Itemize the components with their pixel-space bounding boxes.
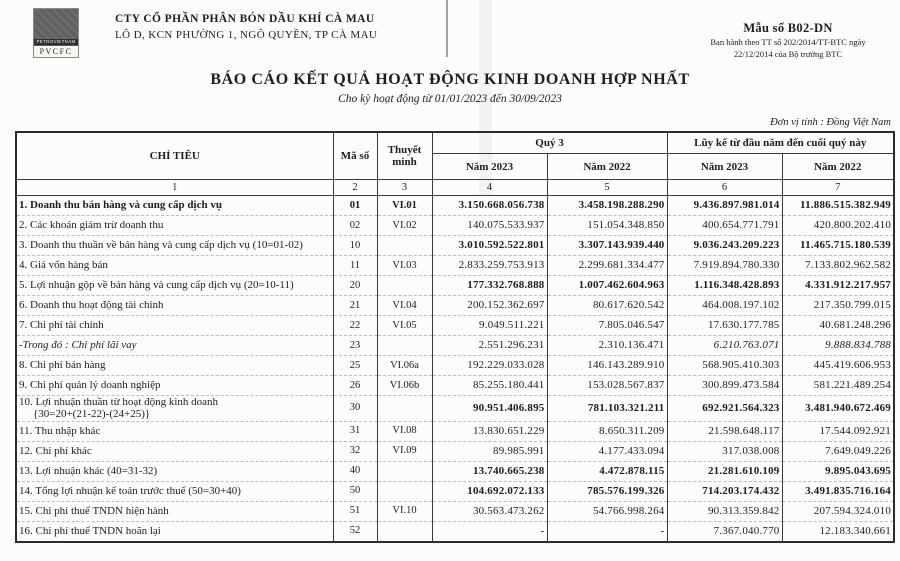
row-label: -Trong đó : Chi phí lãi vay	[16, 336, 333, 356]
row-note	[377, 276, 432, 296]
row-label: 8. Chi phí bán hàng	[16, 356, 333, 376]
report-table-body	[16, 196, 894, 542]
row-code: 50	[333, 481, 377, 501]
table-row	[16, 501, 894, 521]
row-code: 51	[333, 501, 377, 521]
row-label: 9. Chi phí quản lý doanh nghiệp	[16, 376, 333, 396]
value-ytd-2022: 11.886.515.382.949	[782, 196, 894, 216]
value-ytd-2023: 21.598.648.117	[667, 421, 782, 441]
row-label: 1. Doanh thu bán hàng và cung cấp dịch vụ	[16, 196, 333, 216]
table-row	[16, 461, 894, 481]
value-ytd-2022: 4.331.912.217.957	[782, 276, 894, 296]
value-q3-2022: 153.028.567.837	[547, 376, 667, 396]
table-row	[16, 236, 894, 256]
value-q3-2023: 13.740.665.238	[432, 461, 547, 481]
row-note: VI.05	[377, 316, 432, 336]
row-note	[377, 396, 432, 422]
value-q3-2022: 3.307.143.939.440	[547, 236, 667, 256]
header-ytd-group: Lũy kế từ đầu năm đến cuối quý này	[667, 132, 894, 154]
table-row	[16, 376, 894, 396]
value-q3-2023: 192.229.033.028	[432, 356, 547, 376]
colnum-5: 5	[547, 180, 667, 196]
value-ytd-2023: 21.281.610.109	[667, 461, 782, 481]
row-note	[377, 336, 432, 356]
row-code: 01	[333, 196, 377, 216]
value-q3-2023: 89.985.991	[432, 441, 547, 461]
value-q3-2023: 2.833.259.753.913	[432, 256, 547, 276]
form-issue-line1: Ban hành theo TT số 202/2014/TT-BTC ngày	[710, 37, 866, 47]
row-label: 10. Lợi nhuận thuần từ hoạt động kinh doanh {30=20+(21-22)-(24+25)}	[16, 396, 333, 422]
table-row	[16, 356, 894, 376]
row-code: 11	[333, 256, 377, 276]
row-note: VI.08	[377, 421, 432, 441]
value-ytd-2023: 692.921.564.323	[667, 396, 782, 422]
row-label: 11. Thu nhập khác	[16, 421, 333, 441]
logo-brand-text: PETROVIETNAM	[34, 39, 78, 45]
row-code: 52	[333, 521, 377, 542]
value-q3-2022: 785.576.199.326	[547, 481, 667, 501]
value-ytd-2022: 12.183.340.661	[782, 521, 894, 542]
header-ytd-2023: Năm 2023	[667, 154, 782, 180]
value-ytd-2023: 714.203.174.432	[667, 481, 782, 501]
row-code: 30	[333, 396, 377, 422]
value-q3-2023: 9.049.511.221	[432, 316, 547, 336]
row-label: 6. Doanh thu hoạt động tài chính	[16, 296, 333, 316]
row-code: 23	[333, 336, 377, 356]
value-ytd-2023: 6.210.763.071	[667, 336, 782, 356]
row-label: 7. Chi phí tài chính	[16, 316, 333, 336]
row-note: VI.01	[377, 196, 432, 216]
table-header-row-groups	[16, 132, 894, 154]
value-q3-2022: 1.007.462.604.963	[547, 276, 667, 296]
row-label: 3. Doanh thu thuần về bán hàng và cung cấp dịch vụ (10=01-02)	[16, 236, 333, 256]
row-note	[377, 236, 432, 256]
value-ytd-2023: 90.313.359.842	[667, 501, 782, 521]
report-title: BÁO CÁO KẾT QUẢ HOẠT ĐỘNG KINH DOANH HỢP NHẤT	[210, 71, 690, 88]
pvcfc-logo	[33, 8, 79, 58]
value-ytd-2023: 7.919.894.780.330	[667, 256, 782, 276]
table-row	[16, 276, 894, 296]
value-q3-2022: 4.472.878.115	[547, 461, 667, 481]
row-note: VI.06a	[377, 356, 432, 376]
value-ytd-2022: 3.491.835.716.164	[782, 481, 894, 501]
row-note: VI.06b	[377, 376, 432, 396]
header-criteria: CHỈ TIÊU	[16, 132, 333, 180]
table-row	[16, 316, 894, 336]
value-q3-2022: 8.650.311.209	[547, 421, 667, 441]
table-row	[16, 336, 894, 356]
value-q3-2022: 3.458.198.288.290	[547, 196, 667, 216]
value-ytd-2023: 317.038.008	[667, 441, 782, 461]
value-q3-2022: 151.054.348.850	[547, 216, 667, 236]
row-note: VI.04	[377, 296, 432, 316]
value-q3-2023: 90.951.406.895	[432, 396, 547, 422]
value-ytd-2023: 1.116.348.428.893	[667, 276, 782, 296]
row-code: 22	[333, 316, 377, 336]
value-q3-2022: -	[547, 521, 667, 542]
colnum-6: 6	[667, 180, 782, 196]
value-q3-2023: 30.563.473.262	[432, 501, 547, 521]
row-code: 20	[333, 276, 377, 296]
scan-line-artifact	[446, 0, 448, 57]
table-row	[16, 256, 894, 276]
row-code: 10	[333, 236, 377, 256]
row-note	[377, 461, 432, 481]
company-address: LÔ D, KCN PHƯỜNG 1, NGÔ QUYỀN, TP CÀ MAU	[115, 29, 378, 41]
row-code: 25	[333, 356, 377, 376]
value-ytd-2022: 9.888.834.788	[782, 336, 894, 356]
form-issue-line2: 22/12/2014 của Bộ trưởng BTC	[733, 49, 843, 60]
value-q3-2023: 104.692.072.133	[432, 481, 547, 501]
row-label: 5. Lợi nhuận gộp về bán hàng và cung cấp dịch vụ (20=10-11)	[16, 276, 333, 296]
value-ytd-2022: 581.221.489.254	[782, 376, 894, 396]
value-ytd-2023: 7.367.040.770	[667, 521, 782, 542]
row-code: 26	[333, 376, 377, 396]
value-ytd-2022: 40.681.248.296	[782, 316, 894, 336]
table-row	[16, 216, 894, 236]
header-code: Mã số	[333, 132, 377, 180]
row-label: 13. Lợi nhuận khác (40=31-32)	[16, 461, 333, 481]
value-q3-2022: 4.177.433.094	[547, 441, 667, 461]
row-label: 14. Tổng lợi nhuận kế toán trước thuế (50=30+40)	[16, 481, 333, 501]
value-ytd-2022: 11.465.715.180.539	[782, 236, 894, 256]
value-ytd-2023: 568.905.410.303	[667, 356, 782, 376]
row-note: VI.03	[377, 256, 432, 276]
value-q3-2023: 85.255.180.441	[432, 376, 547, 396]
row-label: 4. Giá vốn hàng bán	[16, 256, 333, 276]
value-q3-2022: 2.310.136.471	[547, 336, 667, 356]
value-ytd-2023: 9.036.243.209.223	[667, 236, 782, 256]
row-label: 16. Chi phí thuế TNDN hoãn lại	[16, 521, 333, 542]
report-period: Cho kỳ hoạt động từ 01/01/2023 đến 30/09/2023	[338, 93, 562, 105]
value-q3-2023: 2.551.296.231	[432, 336, 547, 356]
header-q-2022: Năm 2022	[547, 154, 667, 180]
row-note	[377, 481, 432, 501]
table-row	[16, 521, 894, 542]
row-code: 31	[333, 421, 377, 441]
table-row	[16, 481, 894, 501]
colnum-4: 4	[432, 180, 547, 196]
colnum-2: 2	[333, 180, 377, 196]
row-note: VI.10	[377, 501, 432, 521]
colnum-3: 3	[377, 180, 432, 196]
colnum-7: 7	[782, 180, 894, 196]
row-code: 02	[333, 216, 377, 236]
value-ytd-2023: 300.899.473.584	[667, 376, 782, 396]
row-note	[377, 521, 432, 542]
value-ytd-2023: 464.008.197.102	[667, 296, 782, 316]
colnum-1: 1	[16, 180, 333, 196]
income-statement-table	[15, 131, 895, 543]
header-note: Thuyết minh	[377, 132, 432, 180]
header-quarter-group: Quý 3	[432, 132, 667, 154]
value-q3-2023: -	[432, 521, 547, 542]
value-q3-2023: 140.075.533.937	[432, 216, 547, 236]
row-label: 15. Chi phí thuế TNDN hiện hành	[16, 501, 333, 521]
header-ytd-2022: Năm 2022	[782, 154, 894, 180]
company-name: CTY CỔ PHẦN PHÂN BÓN DẦU KHÍ CÀ MAU	[115, 13, 375, 25]
value-q3-2022: 2.299.681.334.477	[547, 256, 667, 276]
value-q3-2022: 80.617.620.542	[547, 296, 667, 316]
value-q3-2023: 200.152.362.697	[432, 296, 547, 316]
value-ytd-2023: 17.630.177.785	[667, 316, 782, 336]
value-ytd-2022: 445.419.606.953	[782, 356, 894, 376]
value-ytd-2022: 17.544.092.921	[782, 421, 894, 441]
form-number: Mẫu số B02-DN	[743, 21, 833, 35]
header-q-2023: Năm 2023	[432, 154, 547, 180]
value-ytd-2023: 9.436.897.981.014	[667, 196, 782, 216]
value-q3-2023: 13.830.651.229	[432, 421, 547, 441]
company-block	[115, 13, 377, 41]
logo-emblem-icon	[34, 9, 78, 39]
value-ytd-2022: 217.350.799.015	[782, 296, 894, 316]
row-code: 40	[333, 461, 377, 481]
table-row	[16, 421, 894, 441]
row-code: 21	[333, 296, 377, 316]
value-ytd-2022: 3.481.940.672.469	[782, 396, 894, 422]
currency-unit-note: Đơn vị tính : Đồng Việt Nam	[770, 117, 891, 128]
value-q3-2022: 54.766.998.264	[547, 501, 667, 521]
value-q3-2022: 781.103.321.211	[547, 396, 667, 422]
row-note: VI.09	[377, 441, 432, 461]
value-ytd-2022: 7.133.802.962.582	[782, 256, 894, 276]
table-row	[16, 296, 894, 316]
value-q3-2023: 177.332.768.888	[432, 276, 547, 296]
table-row	[16, 441, 894, 461]
row-label: 2. Các khoản giảm trừ doanh thu	[16, 216, 333, 236]
value-ytd-2022: 9.895.043.695	[782, 461, 894, 481]
row-code: 32	[333, 441, 377, 461]
value-ytd-2023: 400.654.771.791	[667, 216, 782, 236]
table-row	[16, 196, 894, 216]
row-label: 12. Chi phí khác	[16, 441, 333, 461]
table-row	[16, 396, 894, 422]
value-q3-2023: 3.010.592.522.801	[432, 236, 547, 256]
value-q3-2023: 3.150.668.056.738	[432, 196, 547, 216]
value-ytd-2022: 420.800.202.410	[782, 216, 894, 236]
row-note: VI.02	[377, 216, 432, 236]
logo-name-text: PVCFC	[34, 45, 78, 57]
value-q3-2022: 7.805.046.547	[547, 316, 667, 336]
value-q3-2022: 146.143.289.910	[547, 356, 667, 376]
value-ytd-2022: 207.594.324.010	[782, 501, 894, 521]
form-number-block	[682, 21, 894, 60]
value-ytd-2022: 7.649.049.226	[782, 441, 894, 461]
table-header-row-numbers	[16, 180, 894, 196]
